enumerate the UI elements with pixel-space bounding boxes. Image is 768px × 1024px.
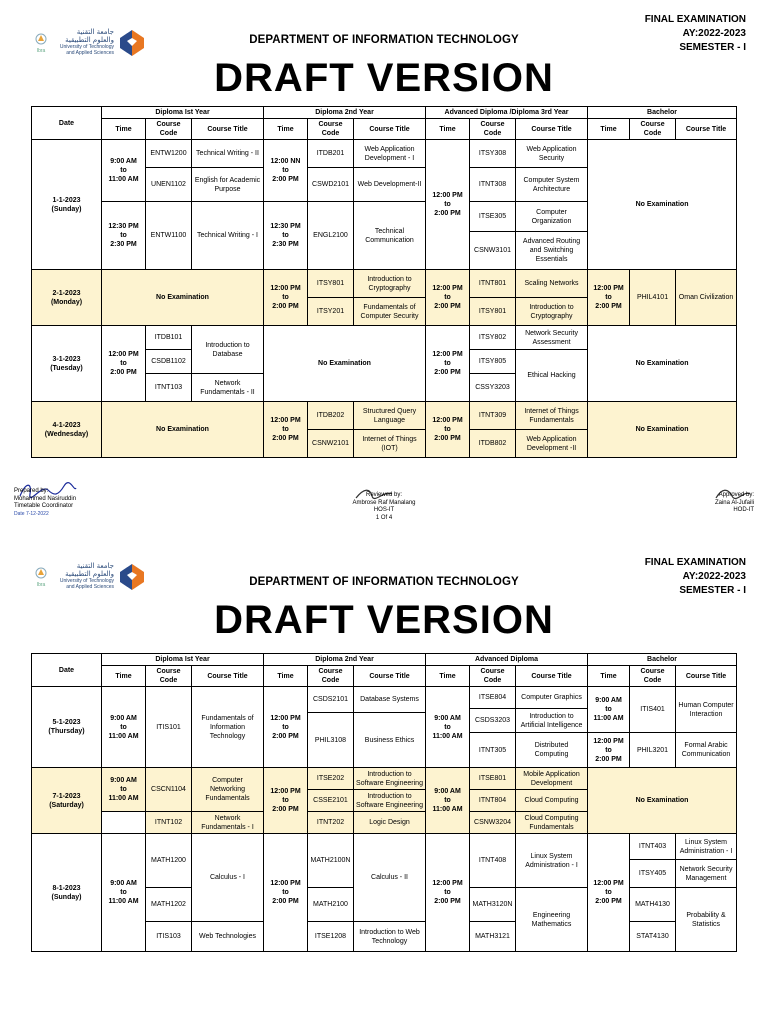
title-header: Course Title [516,119,588,140]
time-header: Time [264,119,308,140]
time-cell: 12:00 PM to 2:00 PM [588,270,630,326]
course-code: ITNT403 [630,834,676,860]
course-code: ITSE202 [308,768,354,790]
code-header: Course Code [630,666,676,687]
course-title: Introduction to Cryptography [354,270,426,298]
course-title: Introduction to Cryptography [516,298,588,326]
time-cell: 12:30 PM to 2:30 PM [102,202,146,270]
time-cell: 12:00 PM to 2:00 PM [426,326,470,402]
course-code: ITNT804 [470,790,516,812]
course-title: Database Systems [354,687,426,713]
course-title: Advanced Routing and Switching Essentials [516,232,588,270]
course-title: Network Security Assessment [516,326,588,350]
title-header: Course Title [676,666,737,687]
time-cell-empty [102,812,146,834]
table-row [32,140,737,168]
course-code: ITSY801 [308,270,354,298]
no-exam-cell: No Examination [102,402,264,458]
preparer-title: Timetable Coordinator [14,503,74,509]
exam-title: FINAL EXAMINATION [644,14,746,25]
group-header: Diploma 2nd Year [264,107,426,119]
table-header-row [32,654,737,666]
course-code: MATH3120N [470,888,516,922]
reviewer-name: Ambrose Raf Manalang [352,499,416,506]
group-header: Diploma Ist Year [102,654,264,666]
table-header-row [32,107,737,119]
course-title: Introduction to Web Technology [354,922,426,952]
code-header: Course Code [470,666,516,687]
course-code: ITNT308 [470,168,516,202]
code-header: Course Code [308,666,354,687]
course-code: ITSY405 [630,860,676,888]
date-cell: 3-1-2023 (Tuesday) [32,326,102,402]
department-title: DEPARTMENT OF INFORMATION TECHNOLOGY [249,576,519,588]
course-code: ITNT408 [470,834,516,888]
course-code: ITNT801 [470,270,516,298]
group-header: Bachelor [588,654,737,666]
title-header: Course Title [354,666,426,687]
course-code: ITDB802 [470,430,516,458]
course-code: ITSY801 [470,298,516,326]
course-title: Introduction to Software Engineering [354,790,426,812]
approver-name: Zaina Al-Jufaili [714,499,754,506]
course-code: MATH2100 [308,888,354,922]
time-cell: 12:00 PM to 2:00 PM [426,402,470,458]
course-code: ITSY802 [470,326,516,350]
time-cell: 9:00 AM to 11:00 AM [588,687,630,733]
course-code: ITNT103 [146,374,192,402]
prepared-date: Date 7-12-2022 [14,510,49,517]
course-title: Network Security Management [676,860,737,888]
course-title: Introduction to Software Engineering [354,768,426,790]
course-code: CSCN1104 [146,768,192,812]
schedule-table [31,106,737,458]
course-title: Linux System Administration - I [516,834,588,888]
course-code: CSWD2101 [308,168,354,202]
title-header: Course Title [516,666,588,687]
logo-english-text: University of Technology and Applied Sciences [59,578,114,590]
course-title: Human Computer Interaction [676,687,737,733]
time-cell: 12:00 PM to 2:00 PM [264,768,308,834]
no-exam-cell: No Examination [588,140,737,270]
course-code: CSNW2101 [308,430,354,458]
signature-prepared: Prepared by: Mohammed Nasiruddin Timetable Coordinator Date 7-12-2022 [14,480,114,518]
logo-arabic-text: جامعة التقنية والعلوم التطبيقية [65,28,114,44]
course-code: PHIL4101 [630,270,676,326]
title-header: Course Title [676,119,737,140]
signature-approved: Approved by: Zaina Al-Jufaili HOD-IT [674,484,754,515]
time-header: Time [102,119,146,140]
time-cell: 12:00 PM to 2:00 PM [264,402,308,458]
title-header: Course Title [354,119,426,140]
course-code: CSSY3203 [470,374,516,402]
draft-title: DRAFT VERSION [214,598,554,642]
title-header: Course Title [192,119,264,140]
group-header: Advanced Diploma [426,654,588,666]
course-title: Business Ethics [354,713,426,768]
course-title: Mobile Application Development [516,768,588,790]
preparer-name: Mohammed Nasiruddin [14,495,77,502]
course-title: English for Academic Purpose [192,168,264,202]
course-title: Formal Arabic Communication [676,733,737,768]
no-exam-cell: No Examination [588,768,737,834]
course-code: STAT4130 [630,922,676,952]
table-row [32,326,737,350]
course-title: Calculus - II [354,834,426,922]
time-cell: 12:00 PM to 2:00 PM [588,733,630,768]
time-cell: 12:00 NN to 2:00 PM [264,140,308,202]
time-cell: 9:00 AM to 11:00 AM [102,140,146,202]
time-header: Time [588,666,630,687]
course-title: Engineering Mathematics [516,888,588,952]
course-code: ENTW1100 [146,202,192,270]
semester: SEMESTER - I [679,585,746,596]
course-code: ITSE801 [470,768,516,790]
academic-year: AY:2022-2023 [682,571,746,582]
time-cell: 9:00 AM to 11:00 AM [102,687,146,768]
course-title: Oman Civilization [676,270,737,326]
course-code: ITSE305 [470,202,516,232]
course-title: Scaling Networks [516,270,588,298]
course-title: Cloud Computing Fundamentals [516,812,588,834]
course-code: CSSE2101 [308,790,354,812]
page-number: 1 Of 4 [375,514,393,521]
draft-title: DRAFT VERSION [214,56,554,100]
code-header: Course Code [146,119,192,140]
group-header: Bachelor [588,107,737,119]
course-code: MATH2100N [308,834,354,888]
course-code: ITIS101 [146,687,192,768]
time-header: Time [264,666,308,687]
date-cell: 4-1-2023 (Wednesday) [32,402,102,458]
group-header: Diploma 2nd Year [264,654,426,666]
course-code: ITIS103 [146,922,192,952]
course-code: PHIL3108 [308,713,354,768]
course-code: MATH3121 [470,922,516,952]
logo-city-text: Ibra [36,48,46,54]
course-code: ITSY308 [470,140,516,168]
course-title: Web Application Development - I [354,140,426,168]
course-title: Web Application Security [516,140,588,168]
course-title: Distributed Computing [516,733,588,768]
time-cell: 12:00 PM to 2:00 PM [426,140,470,270]
signature-reviewed: Reviewed by: Ambrose Raf Manalang HOS-IT 1 Of 4 [334,486,434,522]
title-header: Course Title [192,666,264,687]
course-code: ITSY201 [308,298,354,326]
course-title: Fundamentals of Computer Security [354,298,426,326]
course-code: CSDS2101 [308,687,354,713]
date-cell: 1-1-2023 (Sunday) [32,140,102,270]
course-title: Network Fundamentals - II [192,374,264,402]
course-title: Network Fundamentals - I [192,812,264,834]
logo-arabic-text: جامعة التقنية والعلوم التطبيقية [65,562,114,578]
course-title: Logic Design [354,812,426,834]
course-code: ITDB201 [308,140,354,168]
time-header: Time [588,119,630,140]
course-code: CSNW3204 [470,812,516,834]
group-header: Advanced Diploma /Diploma 3rd Year [426,107,588,119]
date-header: Date [32,654,102,687]
semester: SEMESTER - I [679,42,746,53]
date-cell: 8-1-2023 (Sunday) [32,834,102,952]
course-code: ITNT305 [470,733,516,768]
course-title: Fundamentals of Information Technology [192,687,264,768]
table-row [32,402,737,430]
code-header: Course Code [308,119,354,140]
approver-title: HOD-IT [733,507,754,513]
course-code: ENTW1200 [146,140,192,168]
course-title: Introduction to Artificial Intelligence [516,709,588,733]
course-code: ITDB101 [146,326,192,350]
schedule-table [31,653,737,952]
time-header: Time [102,666,146,687]
code-header: Course Code [470,119,516,140]
course-title: Linux System Administration - I [676,834,737,860]
no-exam-cell: No Examination [588,402,737,458]
course-title: Structured Query Language [354,402,426,430]
course-title: Internet of Things Fundamentals [516,402,588,430]
course-code: ITIS401 [630,687,676,733]
course-code: ITSY805 [470,350,516,374]
time-cell: 9:00 AM to 11:00 AM [426,687,470,768]
time-cell: 12:00 PM to 2:00 PM [426,270,470,326]
course-title: Probability & Statistics [676,888,737,952]
table-subheader-row [32,119,737,140]
group-header: Diploma Ist Year [102,107,264,119]
reviewer-title: HOS-IT [373,507,395,513]
code-header: Course Code [630,119,676,140]
course-title: Web Development-II [354,168,426,202]
course-code: ITDB202 [308,402,354,430]
no-exam-cell: No Examination [588,326,737,402]
course-title: Web Technologies [192,922,264,952]
course-title: Computer Networking Fundamentals [192,768,264,812]
course-code: CSDS3203 [470,709,516,733]
logo-city-text: Ibra [36,582,46,588]
time-cell: 9:00 AM to 11:00 AM [102,768,146,812]
course-code: ITNT102 [146,812,192,834]
time-cell: 9:00 AM to 11:00 AM [102,834,146,952]
exam-title: FINAL EXAMINATION [644,557,746,568]
no-exam-cell: No Examination [102,270,264,326]
code-header: Course Code [146,666,192,687]
date-cell: 5-1-2023 (Thursday) [32,687,102,768]
time-cell: 9:00 AM to 11:00 AM [426,768,470,834]
department-title: DEPARTMENT OF INFORMATION TECHNOLOGY [249,34,519,46]
time-cell: 12:00 PM to 2:00 PM [426,834,470,952]
schedule-page-2 [0,548,768,1024]
time-cell: 12:00 PM to 2:00 PM [264,270,308,326]
course-code: UNEN1102 [146,168,192,202]
date-header: Date [32,107,102,140]
course-title: Computer Organization [516,202,588,232]
time-header: Time [426,119,470,140]
course-title: Computer Graphics [516,687,588,709]
course-code: ITSE804 [470,687,516,709]
time-cell: 12:30 PM to 2:30 PM [264,202,308,270]
course-code: PHIL3201 [630,733,676,768]
course-title: Ethical Hacking [516,350,588,402]
time-cell: 12:00 PM to 2:00 PM [102,326,146,402]
course-code: CSNW3101 [470,232,516,270]
course-title: Cloud Computing [516,790,588,812]
course-code: ITNT309 [470,402,516,430]
table-row [32,834,737,860]
course-code: MATH4130 [630,888,676,922]
course-title: Internet of Things (IOT) [354,430,426,458]
course-code: ENGL2100 [308,202,354,270]
course-code: MATH1200 [146,834,192,888]
course-code: CSDB1102 [146,350,192,374]
course-title: Technical Writing - I [192,202,264,270]
no-exam-cell: No Examination [264,326,426,402]
course-code: ITNT202 [308,812,354,834]
course-title: Computer System Architecture [516,168,588,202]
academic-year: AY:2022-2023 [682,28,746,39]
course-title: Web Application Development -II [516,430,588,458]
table-row [32,687,737,709]
date-cell: 7-1-2023 (Saturday) [32,768,102,834]
time-cell: 12:00 PM to 2:00 PM [264,687,308,768]
time-cell: 12:00 PM to 2:00 PM [264,834,308,952]
course-title: Introduction to Database [192,326,264,374]
table-row [32,270,737,298]
date-cell: 2-1-2023 (Monday) [32,270,102,326]
course-code: MATH1202 [146,888,192,922]
table-row [32,768,737,790]
table-subheader-row [32,666,737,687]
course-title: Calculus - I [192,834,264,922]
time-cell: 12:00 PM to 2:00 PM [588,834,630,952]
course-title: Technical Writing - II [192,140,264,168]
course-title: Technical Communication [354,202,426,270]
time-header: Time [426,666,470,687]
course-code: ITSE1208 [308,922,354,952]
logo-english-text: University of Technology and Applied Sciences [59,44,114,56]
